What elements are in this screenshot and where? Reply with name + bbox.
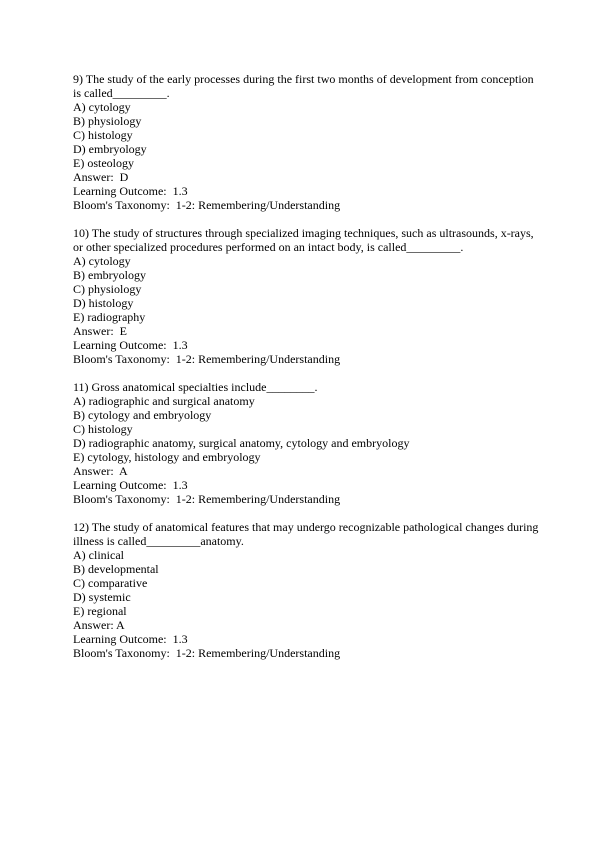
document-page bbox=[73, 72, 543, 674]
option-d: D) embryology bbox=[73, 142, 147, 156]
option-d: D) radiographic anatomy, surgical anatomy, cytology and embryology bbox=[73, 436, 410, 450]
question-10 bbox=[73, 226, 543, 366]
question-stem: 12) The study of anatomical features that may undergo recognizable pathological changes during illness is called_________anatomy. bbox=[73, 520, 539, 548]
option-c: C) histology bbox=[73, 128, 133, 142]
answer: Answer: A bbox=[73, 464, 128, 478]
option-a: A) radiographic and surgical anatomy bbox=[73, 394, 255, 408]
option-a: A) cytology bbox=[73, 254, 131, 268]
question-stem: 10) The study of structures through specialized imaging techniques, such as ultrasounds, x-rays, or other specialized procedures performed on an intact body, is called_________. bbox=[73, 226, 534, 254]
question-9 bbox=[73, 72, 543, 212]
option-e: E) cytology, histology and embryology bbox=[73, 450, 261, 464]
learning-outcome: Learning Outcome: 1.3 bbox=[73, 184, 188, 198]
learning-outcome: Learning Outcome: 1.3 bbox=[73, 478, 188, 492]
answer: Answer: D bbox=[73, 170, 129, 184]
option-a: A) cytology bbox=[73, 100, 131, 114]
option-e: E) osteology bbox=[73, 156, 134, 170]
question-stem: 11) Gross anatomical specialties include________. bbox=[73, 380, 318, 394]
question-stem: 9) The study of the early processes during the first two months of development from conception is called_________. bbox=[73, 72, 534, 100]
blooms-taxonomy: Bloom's Taxonomy: 1-2: Remembering/Understanding bbox=[73, 352, 341, 366]
question-11 bbox=[73, 380, 543, 506]
option-a: A) clinical bbox=[73, 548, 124, 562]
learning-outcome: Learning Outcome: 1.3 bbox=[73, 338, 188, 352]
option-b: B) physiology bbox=[73, 114, 142, 128]
option-d: D) systemic bbox=[73, 590, 131, 604]
learning-outcome: Learning Outcome: 1.3 bbox=[73, 632, 188, 646]
question-12 bbox=[73, 520, 543, 660]
option-d: D) histology bbox=[73, 296, 134, 310]
option-e: E) radiography bbox=[73, 310, 146, 324]
blooms-taxonomy: Bloom's Taxonomy: 1-2: Remembering/Understanding bbox=[73, 492, 341, 506]
blooms-taxonomy: Bloom's Taxonomy: 1-2: Remembering/Understanding bbox=[73, 646, 341, 660]
answer: Answer: E bbox=[73, 324, 127, 338]
answer: Answer: A bbox=[73, 618, 125, 632]
option-b: B) cytology and embryology bbox=[73, 408, 212, 422]
blooms-taxonomy: Bloom's Taxonomy: 1-2: Remembering/Understanding bbox=[73, 198, 341, 212]
option-e: E) regional bbox=[73, 604, 127, 618]
option-c: C) comparative bbox=[73, 576, 148, 590]
option-b: B) developmental bbox=[73, 562, 159, 576]
option-c: C) histology bbox=[73, 422, 133, 436]
option-b: B) embryology bbox=[73, 268, 146, 282]
option-c: C) physiology bbox=[73, 282, 142, 296]
